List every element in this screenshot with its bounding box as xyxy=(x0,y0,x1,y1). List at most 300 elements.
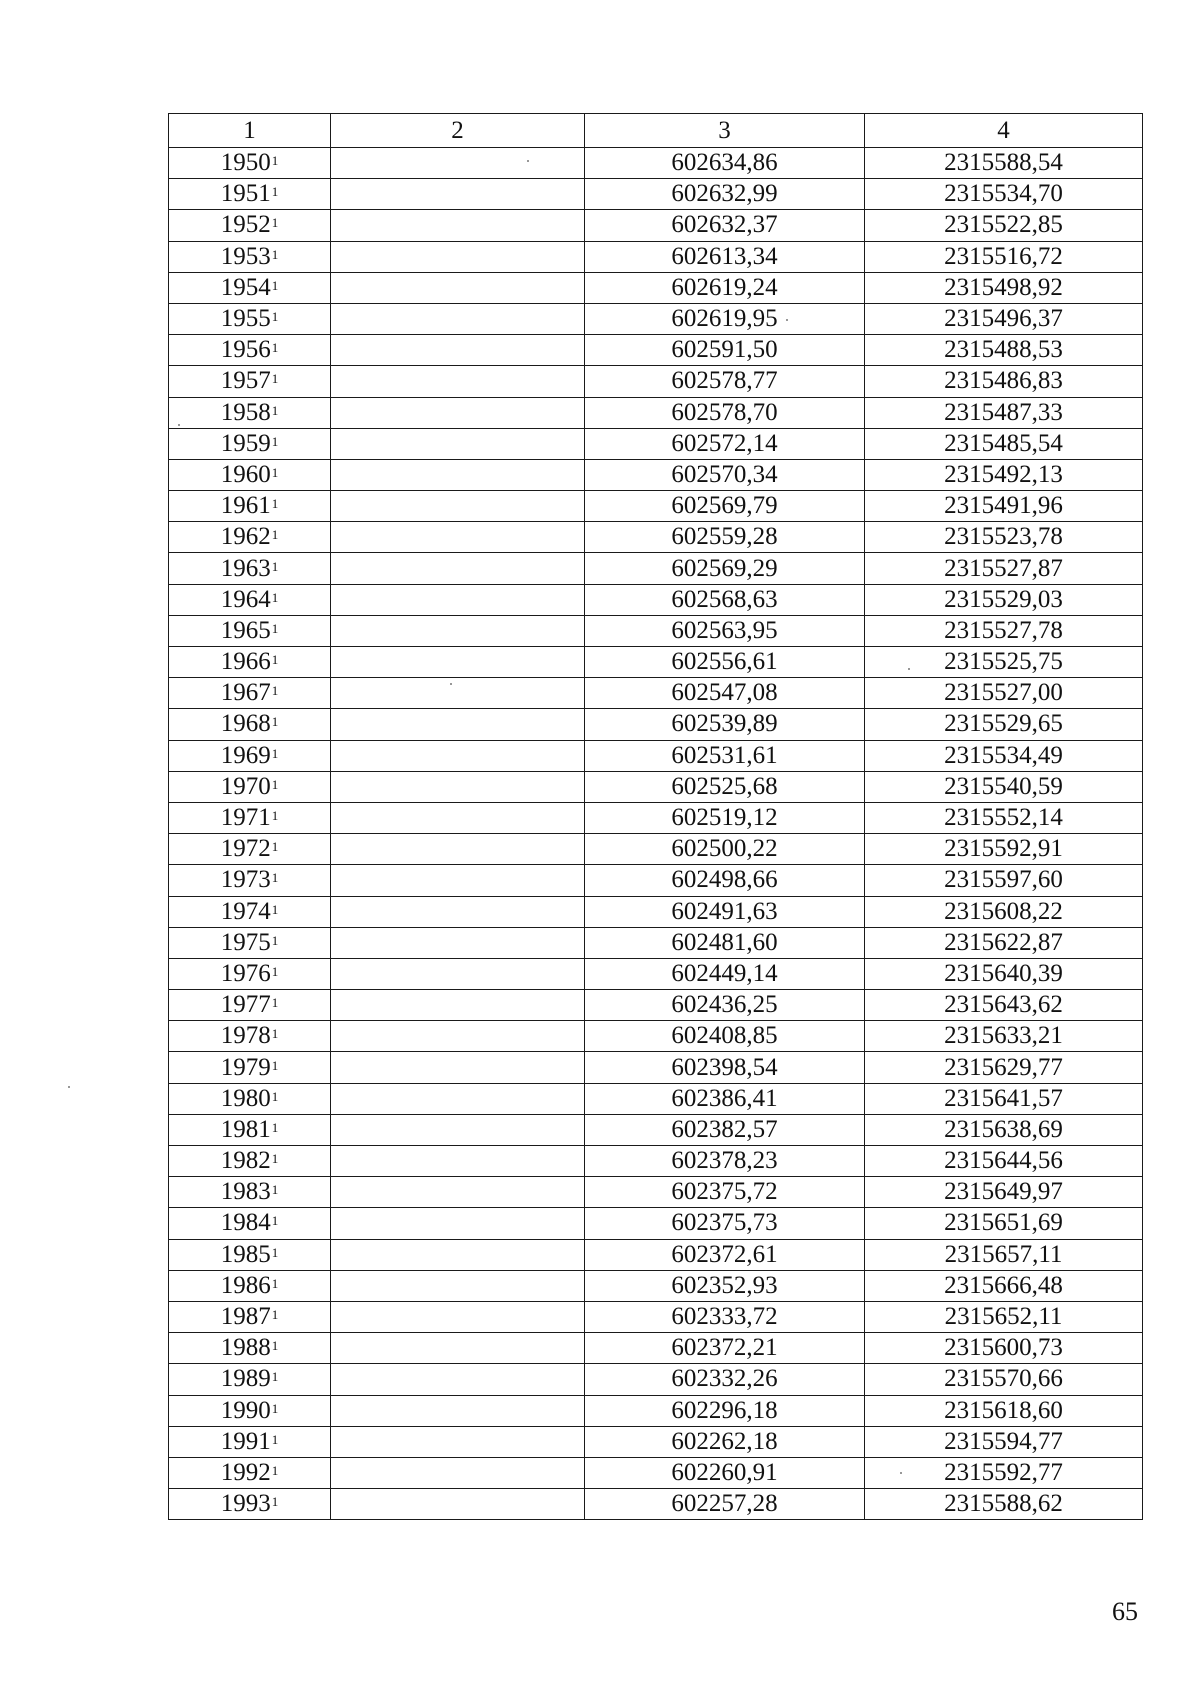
point-number: 1971 xyxy=(220,804,271,832)
point-number-cell xyxy=(169,1083,331,1114)
point-number-cell xyxy=(169,1333,331,1364)
table-row xyxy=(169,927,1143,958)
x-coordinate-cell: 602539,89 xyxy=(585,709,865,740)
table-row xyxy=(169,272,1143,303)
scan-speck xyxy=(527,160,529,162)
footnote-mark: 1 xyxy=(271,433,279,449)
table-row xyxy=(169,303,1143,334)
point-number: 1967 xyxy=(220,679,271,707)
table-row xyxy=(169,865,1143,896)
footnote-mark: 1 xyxy=(271,1213,279,1229)
point-number: 1990 xyxy=(220,1396,271,1424)
table-row xyxy=(169,428,1143,459)
point-number-cell xyxy=(169,1395,331,1426)
point-number-cell xyxy=(169,366,331,397)
x-coordinate-cell: 602547,08 xyxy=(585,678,865,709)
point-number-cell xyxy=(169,1270,331,1301)
footnote-mark: 1 xyxy=(271,464,279,480)
y-coordinate-cell: 2315640,39 xyxy=(865,958,1143,989)
y-coordinate-cell: 2315641,57 xyxy=(865,1083,1143,1114)
point-number: 1991 xyxy=(220,1427,271,1455)
point-number-cell xyxy=(169,1301,331,1332)
table-row xyxy=(169,1270,1143,1301)
y-coordinate-cell: 2315600,73 xyxy=(865,1333,1143,1364)
col2-cell xyxy=(331,740,585,771)
col2-cell xyxy=(331,522,585,553)
point-number-cell xyxy=(169,1052,331,1083)
col2-cell xyxy=(331,865,585,896)
table-row xyxy=(169,1114,1143,1145)
header-col-2: 2 xyxy=(331,114,585,148)
footnote-mark: 1 xyxy=(271,683,279,699)
x-coordinate-cell: 602296,18 xyxy=(585,1395,865,1426)
point-number-cell xyxy=(169,834,331,865)
footnote-mark: 1 xyxy=(271,340,279,356)
col2-cell xyxy=(331,802,585,833)
header-col-3: 3 xyxy=(585,114,865,148)
table-header xyxy=(169,114,1143,148)
x-coordinate-cell: 602572,14 xyxy=(585,428,865,459)
point-number-cell xyxy=(169,241,331,272)
footnote-mark: 1 xyxy=(271,1275,279,1291)
y-coordinate-cell: 2315529,03 xyxy=(865,584,1143,615)
col2-cell xyxy=(331,927,585,958)
point-number: 1972 xyxy=(220,835,271,863)
point-number: 1963 xyxy=(220,554,271,582)
point-number-cell xyxy=(169,522,331,553)
point-number: 1966 xyxy=(220,648,271,676)
x-coordinate-cell: 602578,77 xyxy=(585,366,865,397)
footnote-mark: 1 xyxy=(271,1369,279,1385)
point-number-cell xyxy=(169,1239,331,1270)
col2-cell xyxy=(331,210,585,241)
footnote-mark: 1 xyxy=(271,714,279,730)
x-coordinate-cell: 602378,23 xyxy=(585,1146,865,1177)
point-number: 1992 xyxy=(220,1458,271,1486)
y-coordinate-cell: 2315594,77 xyxy=(865,1426,1143,1457)
x-coordinate-cell: 602563,95 xyxy=(585,615,865,646)
scan-speck xyxy=(450,683,452,685)
col2-cell xyxy=(331,990,585,1021)
point-number-cell xyxy=(169,1146,331,1177)
col2-cell xyxy=(331,1052,585,1083)
point-number: 1983 xyxy=(220,1178,271,1206)
table-row xyxy=(169,553,1143,584)
footnote-mark: 1 xyxy=(271,901,279,917)
col2-cell xyxy=(331,896,585,927)
footnote-mark: 1 xyxy=(271,745,279,761)
table-row xyxy=(169,1052,1143,1083)
x-coordinate-cell: 602568,63 xyxy=(585,584,865,615)
point-number: 1952 xyxy=(220,211,271,239)
table-row xyxy=(169,459,1143,490)
table-row xyxy=(169,210,1143,241)
y-coordinate-cell: 2315644,56 xyxy=(865,1146,1143,1177)
col2-cell xyxy=(331,647,585,678)
y-coordinate-cell: 2315487,33 xyxy=(865,397,1143,428)
point-number-cell xyxy=(169,615,331,646)
point-number-cell xyxy=(169,272,331,303)
table-row xyxy=(169,148,1143,179)
point-number-cell xyxy=(169,990,331,1021)
footnote-mark: 1 xyxy=(271,153,279,169)
col2-cell xyxy=(331,709,585,740)
x-coordinate-cell: 602634,86 xyxy=(585,148,865,179)
x-coordinate-cell: 602386,41 xyxy=(585,1083,865,1114)
y-coordinate-cell: 2315534,49 xyxy=(865,740,1143,771)
footnote-mark: 1 xyxy=(271,1057,279,1073)
y-coordinate-cell: 2315498,92 xyxy=(865,272,1143,303)
point-number-cell xyxy=(169,210,331,241)
y-coordinate-cell: 2315588,62 xyxy=(865,1489,1143,1520)
y-coordinate-cell: 2315638,69 xyxy=(865,1114,1143,1145)
col2-cell xyxy=(331,428,585,459)
point-number: 1950 xyxy=(220,149,271,177)
col2-cell xyxy=(331,1114,585,1145)
col2-cell xyxy=(331,148,585,179)
x-coordinate-cell: 602613,34 xyxy=(585,241,865,272)
footnote-mark: 1 xyxy=(271,1026,279,1042)
col2-cell xyxy=(331,241,585,272)
footnote-mark: 1 xyxy=(271,1400,279,1416)
table-row xyxy=(169,615,1143,646)
table-row xyxy=(169,647,1143,678)
coordinates-table xyxy=(168,113,1143,1520)
y-coordinate-cell: 2315491,96 xyxy=(865,491,1143,522)
table-row xyxy=(169,990,1143,1021)
table-row xyxy=(169,397,1143,428)
point-number: 1980 xyxy=(220,1084,271,1112)
x-coordinate-cell: 602632,99 xyxy=(585,179,865,210)
table-row xyxy=(169,802,1143,833)
y-coordinate-cell: 2315651,69 xyxy=(865,1208,1143,1239)
col2-cell xyxy=(331,1426,585,1457)
point-number-cell xyxy=(169,584,331,615)
point-number: 1955 xyxy=(220,305,271,333)
y-coordinate-cell: 2315485,54 xyxy=(865,428,1143,459)
y-coordinate-cell: 2315588,54 xyxy=(865,148,1143,179)
x-coordinate-cell: 602591,50 xyxy=(585,335,865,366)
table-body xyxy=(169,148,1143,1520)
point-number-cell xyxy=(169,678,331,709)
table-row xyxy=(169,1426,1143,1457)
x-coordinate-cell: 602569,29 xyxy=(585,553,865,584)
footnote-mark: 1 xyxy=(271,1151,279,1167)
table-row xyxy=(169,1208,1143,1239)
point-number: 1954 xyxy=(220,273,271,301)
x-coordinate-cell: 602333,72 xyxy=(585,1301,865,1332)
col2-cell xyxy=(331,179,585,210)
x-coordinate-cell: 602531,61 xyxy=(585,740,865,771)
table-row xyxy=(169,179,1143,210)
point-number-cell xyxy=(169,553,331,584)
y-coordinate-cell: 2315522,85 xyxy=(865,210,1143,241)
table-row xyxy=(169,896,1143,927)
point-number: 1981 xyxy=(220,1115,271,1143)
point-number-cell xyxy=(169,303,331,334)
x-coordinate-cell: 602260,91 xyxy=(585,1457,865,1488)
footnote-mark: 1 xyxy=(271,620,279,636)
col2-cell xyxy=(331,1364,585,1395)
point-number: 1958 xyxy=(220,398,271,426)
x-coordinate-cell: 602619,95 xyxy=(585,303,865,334)
x-coordinate-cell: 602491,63 xyxy=(585,896,865,927)
col2-cell xyxy=(331,1301,585,1332)
footnote-mark: 1 xyxy=(271,995,279,1011)
x-coordinate-cell: 602632,37 xyxy=(585,210,865,241)
point-number: 1989 xyxy=(220,1365,271,1393)
x-coordinate-cell: 602498,66 xyxy=(585,865,865,896)
point-number-cell xyxy=(169,771,331,802)
footnote-mark: 1 xyxy=(271,246,279,262)
y-coordinate-cell: 2315527,78 xyxy=(865,615,1143,646)
point-number-cell xyxy=(169,1426,331,1457)
point-number: 1956 xyxy=(220,336,271,364)
footnote-mark: 1 xyxy=(271,1244,279,1260)
col2-cell xyxy=(331,1177,585,1208)
col2-cell xyxy=(331,335,585,366)
point-number: 1960 xyxy=(220,460,271,488)
footnote-mark: 1 xyxy=(271,808,279,824)
x-coordinate-cell: 602262,18 xyxy=(585,1426,865,1457)
col2-cell xyxy=(331,1146,585,1177)
y-coordinate-cell: 2315608,22 xyxy=(865,896,1143,927)
point-number: 1953 xyxy=(220,242,271,270)
point-number-cell xyxy=(169,335,331,366)
point-number: 1959 xyxy=(220,429,271,457)
x-coordinate-cell: 602382,57 xyxy=(585,1114,865,1145)
scan-speck xyxy=(900,1472,902,1474)
point-number: 1979 xyxy=(220,1053,271,1081)
table-row xyxy=(169,958,1143,989)
col2-cell xyxy=(331,397,585,428)
page-number: 65 xyxy=(1112,1597,1138,1626)
point-number-cell xyxy=(169,958,331,989)
point-number-cell xyxy=(169,1177,331,1208)
point-number-cell xyxy=(169,491,331,522)
table-row xyxy=(169,740,1143,771)
footnote-mark: 1 xyxy=(271,527,279,543)
point-number-cell xyxy=(169,1114,331,1145)
point-number: 1964 xyxy=(220,585,271,613)
footnote-mark: 1 xyxy=(271,652,279,668)
point-number-cell xyxy=(169,1364,331,1395)
table-row xyxy=(169,366,1143,397)
col2-cell xyxy=(331,834,585,865)
footnote-mark: 1 xyxy=(271,1307,279,1323)
y-coordinate-cell: 2315488,53 xyxy=(865,335,1143,366)
table-row xyxy=(169,1177,1143,1208)
point-number-cell xyxy=(169,1457,331,1488)
point-number: 1987 xyxy=(220,1303,271,1331)
point-number-cell xyxy=(169,459,331,490)
y-coordinate-cell: 2315516,72 xyxy=(865,241,1143,272)
col2-cell xyxy=(331,366,585,397)
y-coordinate-cell: 2315643,62 xyxy=(865,990,1143,1021)
footnote-mark: 1 xyxy=(271,215,279,231)
point-number-cell xyxy=(169,1021,331,1052)
table-row xyxy=(169,522,1143,553)
point-number: 1977 xyxy=(220,991,271,1019)
x-coordinate-cell: 602519,12 xyxy=(585,802,865,833)
y-coordinate-cell: 2315570,66 xyxy=(865,1364,1143,1395)
table-row xyxy=(169,678,1143,709)
col2-cell xyxy=(331,272,585,303)
point-number: 1976 xyxy=(220,959,271,987)
x-coordinate-cell: 602375,72 xyxy=(585,1177,865,1208)
x-coordinate-cell: 602375,73 xyxy=(585,1208,865,1239)
table-row xyxy=(169,1146,1143,1177)
y-coordinate-cell: 2315540,59 xyxy=(865,771,1143,802)
point-number: 1973 xyxy=(220,866,271,894)
x-coordinate-cell: 602578,70 xyxy=(585,397,865,428)
col2-cell xyxy=(331,491,585,522)
y-coordinate-cell: 2315657,11 xyxy=(865,1239,1143,1270)
table-row xyxy=(169,1395,1143,1426)
y-coordinate-cell: 2315597,60 xyxy=(865,865,1143,896)
point-number-cell xyxy=(169,802,331,833)
point-number: 1982 xyxy=(220,1147,271,1175)
y-coordinate-cell: 2315496,37 xyxy=(865,303,1143,334)
col2-cell xyxy=(331,1489,585,1520)
y-coordinate-cell: 2315649,97 xyxy=(865,1177,1143,1208)
point-number-cell xyxy=(169,397,331,428)
footnote-mark: 1 xyxy=(271,776,279,792)
col2-cell xyxy=(331,678,585,709)
y-coordinate-cell: 2315486,83 xyxy=(865,366,1143,397)
footnote-mark: 1 xyxy=(271,277,279,293)
x-coordinate-cell: 602556,61 xyxy=(585,647,865,678)
x-coordinate-cell: 602500,22 xyxy=(585,834,865,865)
x-coordinate-cell: 602436,25 xyxy=(585,990,865,1021)
col2-cell xyxy=(331,1457,585,1488)
footnote-mark: 1 xyxy=(271,309,279,325)
footnote-mark: 1 xyxy=(271,589,279,605)
scan-speck xyxy=(786,319,788,321)
y-coordinate-cell: 2315492,13 xyxy=(865,459,1143,490)
x-coordinate-cell: 602372,61 xyxy=(585,1239,865,1270)
table-row xyxy=(169,834,1143,865)
x-coordinate-cell: 602449,14 xyxy=(585,958,865,989)
point-number: 1965 xyxy=(220,616,271,644)
x-coordinate-cell: 602559,28 xyxy=(585,522,865,553)
point-number-cell xyxy=(169,148,331,179)
footnote-mark: 1 xyxy=(271,1119,279,1135)
col2-cell xyxy=(331,459,585,490)
footnote-mark: 1 xyxy=(271,184,279,200)
point-number: 1988 xyxy=(220,1334,271,1362)
x-coordinate-cell: 602525,68 xyxy=(585,771,865,802)
x-coordinate-cell: 602398,54 xyxy=(585,1052,865,1083)
y-coordinate-cell: 2315633,21 xyxy=(865,1021,1143,1052)
x-coordinate-cell: 602408,85 xyxy=(585,1021,865,1052)
point-number-cell xyxy=(169,428,331,459)
point-number-cell xyxy=(169,709,331,740)
footnote-mark: 1 xyxy=(271,870,279,886)
y-coordinate-cell: 2315552,14 xyxy=(865,802,1143,833)
col2-cell xyxy=(331,584,585,615)
y-coordinate-cell: 2315527,00 xyxy=(865,678,1143,709)
table-row xyxy=(169,1457,1143,1488)
point-number: 1961 xyxy=(220,492,271,520)
x-coordinate-cell: 602481,60 xyxy=(585,927,865,958)
point-number: 1968 xyxy=(220,710,271,738)
point-number: 1975 xyxy=(220,928,271,956)
point-number-cell xyxy=(169,927,331,958)
point-number-cell xyxy=(169,865,331,896)
point-number: 1985 xyxy=(220,1240,271,1268)
table-row xyxy=(169,241,1143,272)
point-number-cell xyxy=(169,1489,331,1520)
table-row xyxy=(169,1364,1143,1395)
footnote-mark: 1 xyxy=(271,1431,279,1447)
y-coordinate-cell: 2315592,77 xyxy=(865,1457,1143,1488)
col2-cell xyxy=(331,1395,585,1426)
point-number-cell xyxy=(169,740,331,771)
table-row xyxy=(169,584,1143,615)
col2-cell xyxy=(331,553,585,584)
footnote-mark: 1 xyxy=(271,371,279,387)
table-row xyxy=(169,1083,1143,1114)
scan-speck xyxy=(908,668,910,670)
scan-speck xyxy=(178,424,180,426)
col2-cell xyxy=(331,615,585,646)
scan-speck xyxy=(68,1086,70,1088)
y-coordinate-cell: 2315666,48 xyxy=(865,1270,1143,1301)
point-number: 1969 xyxy=(220,741,271,769)
footnote-mark: 1 xyxy=(271,1494,279,1510)
point-number: 1970 xyxy=(220,772,271,800)
col2-cell xyxy=(331,1083,585,1114)
table-row xyxy=(169,709,1143,740)
y-coordinate-cell: 2315525,75 xyxy=(865,647,1143,678)
point-number: 1951 xyxy=(220,180,271,208)
footnote-mark: 1 xyxy=(271,558,279,574)
x-coordinate-cell: 602372,21 xyxy=(585,1333,865,1364)
footnote-mark: 1 xyxy=(271,1462,279,1478)
header-col-4: 4 xyxy=(865,114,1143,148)
table-row xyxy=(169,1489,1143,1520)
point-number: 1957 xyxy=(220,367,271,395)
footnote-mark: 1 xyxy=(271,1338,279,1354)
table-row xyxy=(169,491,1143,522)
table-row xyxy=(169,1239,1143,1270)
x-coordinate-cell: 602570,34 xyxy=(585,459,865,490)
col2-cell xyxy=(331,1333,585,1364)
point-number: 1962 xyxy=(220,523,271,551)
y-coordinate-cell: 2315529,65 xyxy=(865,709,1143,740)
footnote-mark: 1 xyxy=(271,1182,279,1198)
footnote-mark: 1 xyxy=(271,963,279,979)
y-coordinate-cell: 2315534,70 xyxy=(865,179,1143,210)
footnote-mark: 1 xyxy=(271,496,279,512)
point-number: 1986 xyxy=(220,1271,271,1299)
point-number: 1978 xyxy=(220,1022,271,1050)
header-row xyxy=(169,114,1143,148)
col2-cell xyxy=(331,1208,585,1239)
y-coordinate-cell: 2315622,87 xyxy=(865,927,1143,958)
table-row xyxy=(169,1301,1143,1332)
y-coordinate-cell: 2315527,87 xyxy=(865,553,1143,584)
x-coordinate-cell: 602569,79 xyxy=(585,491,865,522)
header-col-1: 1 xyxy=(169,114,331,148)
footnote-mark: 1 xyxy=(271,839,279,855)
y-coordinate-cell: 2315523,78 xyxy=(865,522,1143,553)
point-number: 1974 xyxy=(220,897,271,925)
footnote-mark: 1 xyxy=(271,1088,279,1104)
point-number-cell xyxy=(169,179,331,210)
table-row xyxy=(169,335,1143,366)
